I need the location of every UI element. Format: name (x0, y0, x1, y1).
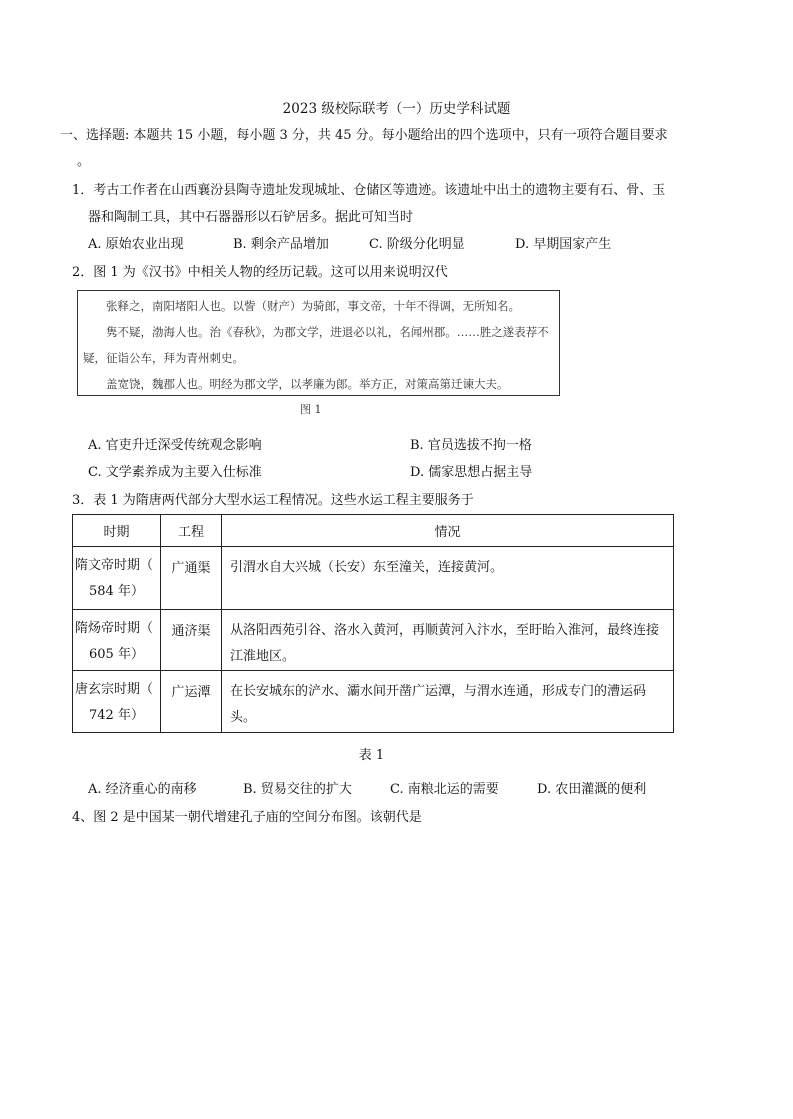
quote-line: 盖宽饶，魏郡人也。明经为郡文学，以孝廉为郎。举方正，对策高第迁谏大夫。 (106, 377, 509, 391)
q2-stem: 2．图 1 为《汉书》中相关人物的经历记载。这可以用来说明汉代 (72, 265, 448, 280)
table-cell-period (73, 610, 161, 671)
period-year: 584 年） (89, 584, 144, 599)
section-header-continued: 。 (77, 154, 91, 169)
table1 (72, 514, 674, 733)
table-cell-project: 广通渠 (161, 547, 222, 610)
q2-option-c: C. 文学素养成为主要入仕标准 (88, 465, 262, 480)
period-text: 隋炀帝时期（ (75, 621, 154, 636)
q3-option-b: B. 贸易交往的扩大 (243, 782, 352, 797)
section-header: 一、选择题: 本题共 15 小题，每小题 3 分，共 45 分。每小题给出的四个选项中，只有一项符合题目要求 (60, 128, 668, 143)
q1-option-d: D. 早期国家产生 (515, 237, 612, 252)
table-row (73, 547, 674, 610)
q1-stem-line2: 器和陶制工具，其中石器器形以石铲居多。据此可知当时 (88, 210, 414, 225)
page-title: 2023 级校际联考（一）历史学科试题 (282, 101, 511, 117)
table-row (73, 671, 674, 733)
quote-line: 疑，征诣公车，拜为青州刺史。 (83, 351, 244, 365)
q1-stem-line1: 1．考古工作者在山西襄汾县陶寺遗址发现城址、仓储区等遗迹。该遗址中出土的遗物主要有石、骨、玉 (72, 183, 666, 198)
period-year: 742 年） (89, 708, 144, 723)
q3-option-a: A. 经济重心的南移 (88, 782, 197, 797)
table-cell-period (73, 547, 161, 610)
table-header-row (73, 515, 674, 547)
table1-caption: 表 1 (358, 748, 385, 763)
q1-option-b: B. 剩余产品增加 (233, 237, 329, 252)
table-row (73, 610, 674, 671)
table-cell-project: 广运潭 (161, 671, 222, 733)
q3-option-d: D. 农田灌溉的便利 (537, 782, 647, 797)
q2-option-b: B. 官员选拔不拘一格 (410, 438, 532, 453)
q4-stem: 4、图 2 是中国某一朝代增建孔子庙的空间分布图。该朝代是 (72, 810, 422, 825)
q3-stem: 3．表 1 为隋唐两代部分大型水运工程情况。这些水运工程主要服务于 (72, 493, 474, 508)
quote-line: 张释之，南阳堵阳人也。以訾（财产）为骑郎，事文帝，十年不得调，无所知名。 (106, 299, 520, 313)
figure1-quote-box (77, 290, 560, 396)
q1-option-c: C. 阶级分化明显 (369, 237, 465, 252)
table-cell-project: 通济渠 (161, 610, 222, 671)
q1-option-a: A. 原始农业出现 (88, 237, 184, 252)
table-header-detail: 情况 (222, 515, 674, 547)
figure1-caption: 图 1 (300, 403, 322, 416)
table-header-period: 时期 (73, 515, 161, 547)
q2-option-a: A. 官吏升迁深受传统观念影响 (88, 438, 262, 453)
table-cell-detail: 引渭水自大兴城（长安）东至潼关，连接黄河。 (222, 547, 674, 610)
table-cell-detail: 从洛阳西苑引谷、洛水入黄河，再顺黄河入汴水，至盱眙入淮河，最终连接江淮地区。 (222, 610, 674, 671)
table-cell-detail: 在长安城东的浐水、灞水间开凿广运潭，与渭水连通，形成专门的漕运码头。 (222, 671, 674, 733)
table-header-project: 工程 (161, 515, 222, 547)
q2-option-d: D. 儒家思想占据主导 (410, 465, 533, 480)
period-year: 605 年） (89, 647, 144, 662)
period-text: 隋文帝时期（ (75, 558, 154, 573)
table-cell-period (73, 671, 161, 733)
q3-option-c: C. 南粮北运的需要 (390, 782, 499, 797)
quote-line: 隽不疑，渤海人也。治《春秋》，为郡文学，进退必以礼，名闻州郡。……胜之遂表荐不 (106, 325, 549, 339)
period-text: 唐玄宗时期（ (75, 682, 154, 697)
